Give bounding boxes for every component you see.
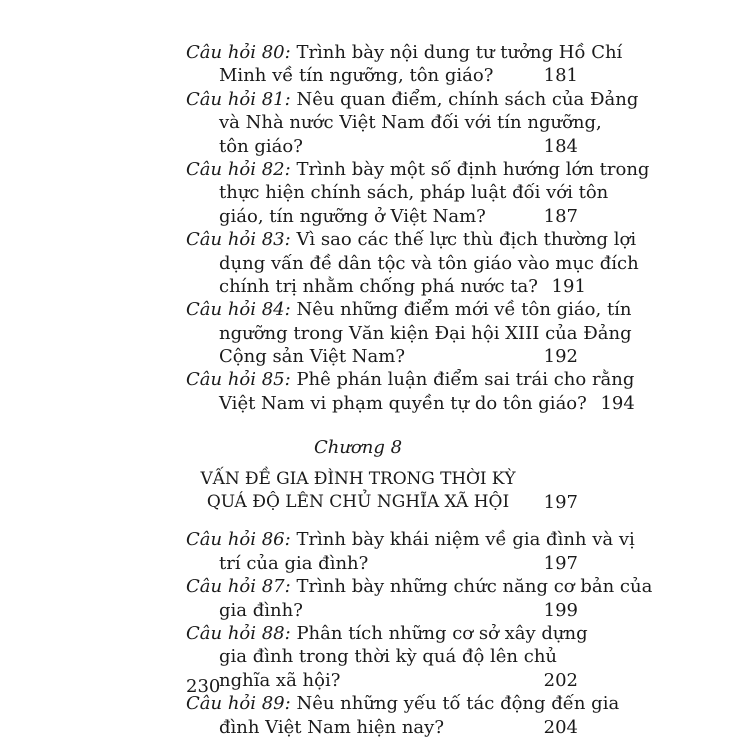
question-text: chính trị nhằm chống phá nước ta? bbox=[219, 275, 538, 297]
page-number: 197 bbox=[543, 492, 578, 514]
chapter-heading: QUÁ ĐỘ LÊN CHỦ NGHĨA XÃ HỘI bbox=[206, 492, 510, 513]
question-text: Cộng sản Việt Nam? bbox=[219, 346, 405, 368]
question-text: Trình bày những chức năng cơ bản của bbox=[296, 576, 653, 598]
question-label: Câu hỏi 88: bbox=[186, 622, 291, 644]
question-text: thực hiện chính sách, pháp luật đối với tôn bbox=[219, 182, 609, 204]
question-label: Câu hỏi 85: bbox=[186, 369, 291, 391]
toc-entry-80 bbox=[186, 41, 623, 88]
page-number: 187 bbox=[543, 205, 578, 227]
question-text: Trình bày khái niệm về gia đình và vị bbox=[296, 529, 635, 551]
question-text: Phân tích những cơ sở xây dựng bbox=[296, 622, 588, 644]
chapter-heading: VẤN ĐỀ GIA ĐÌNH TRONG THỜI KỲ bbox=[200, 468, 516, 489]
toc-entry-88 bbox=[186, 622, 588, 692]
page-number: 204 bbox=[543, 716, 578, 738]
table-of-contents bbox=[186, 41, 653, 739]
question-text: Việt Nam vi phạm quyền tự do tôn giáo? bbox=[219, 392, 587, 414]
question-label: Câu hỏi 86: bbox=[186, 529, 291, 551]
question-text: Nêu những điểm mới về tôn giáo, tín bbox=[296, 299, 632, 321]
question-label: Câu hỏi 83: bbox=[186, 229, 291, 251]
page-number: 194 bbox=[600, 392, 635, 414]
page-number: 199 bbox=[543, 599, 578, 621]
toc-entry-89 bbox=[186, 692, 620, 739]
question-text: gia đình? bbox=[219, 599, 303, 621]
page-number: 191 bbox=[551, 275, 586, 297]
toc-entry-82 bbox=[186, 158, 650, 228]
page-number: 181 bbox=[543, 65, 578, 87]
question-text: đình Việt Nam hiện nay? bbox=[219, 716, 444, 738]
question-text: tôn giáo? bbox=[219, 135, 303, 157]
question-text: và Nhà nước Việt Nam đối với tín ngưỡng, bbox=[219, 112, 602, 134]
question-text: giáo, tín ngưỡng ở Việt Nam? bbox=[219, 205, 486, 227]
question-text: Nêu quan điểm, chính sách của Đảng bbox=[296, 88, 639, 110]
toc-entry-87 bbox=[186, 575, 653, 622]
page-number: 192 bbox=[543, 346, 578, 368]
question-label: Câu hỏi 89: bbox=[186, 693, 291, 715]
chapter-title: Chương 8 bbox=[313, 437, 403, 459]
question-text: nghĩa xã hội? bbox=[219, 669, 341, 691]
toc-entry-86 bbox=[186, 528, 635, 575]
question-text: Vì sao các thế lực thù địch thường lợi bbox=[296, 229, 637, 251]
footer-page-number: 230 bbox=[186, 676, 221, 697]
toc-entry-83 bbox=[186, 228, 639, 298]
question-label: Câu hỏi 81: bbox=[186, 88, 291, 110]
page-number: 184 bbox=[543, 135, 578, 157]
question-label: Câu hỏi 80: bbox=[186, 42, 291, 63]
toc-entry-84 bbox=[186, 298, 632, 368]
question-text: Nêu những yếu tố tác động đến gia bbox=[296, 693, 620, 715]
page-number: 197 bbox=[543, 552, 578, 574]
page-number: 202 bbox=[543, 669, 578, 691]
question-label: Câu hỏi 84: bbox=[186, 299, 291, 321]
question-text: trí của gia đình? bbox=[219, 552, 369, 574]
question-text: Trình bày nội dung tư tưởng Hồ Chí bbox=[296, 42, 623, 63]
question-text: Phê phán luận điểm sai trái cho rằng bbox=[296, 369, 635, 391]
question-text: dụng vấn đề dân tộc và tôn giáo vào mục đích bbox=[219, 252, 639, 274]
question-text: Minh về tín ngưỡng, tôn giáo? bbox=[219, 65, 494, 87]
toc-entry-81 bbox=[186, 88, 639, 158]
toc-entry-85 bbox=[186, 368, 635, 415]
question-label: Câu hỏi 87: bbox=[186, 576, 291, 598]
question-label: Câu hỏi 82: bbox=[186, 158, 291, 180]
question-text: ngưỡng trong Văn kiện Đại hội XIII của Đảng bbox=[219, 322, 632, 344]
question-text: gia đình trong thời kỳ quá độ lên chủ bbox=[219, 646, 558, 668]
question-text: Trình bày một số định hướng lớn trong bbox=[296, 158, 650, 180]
